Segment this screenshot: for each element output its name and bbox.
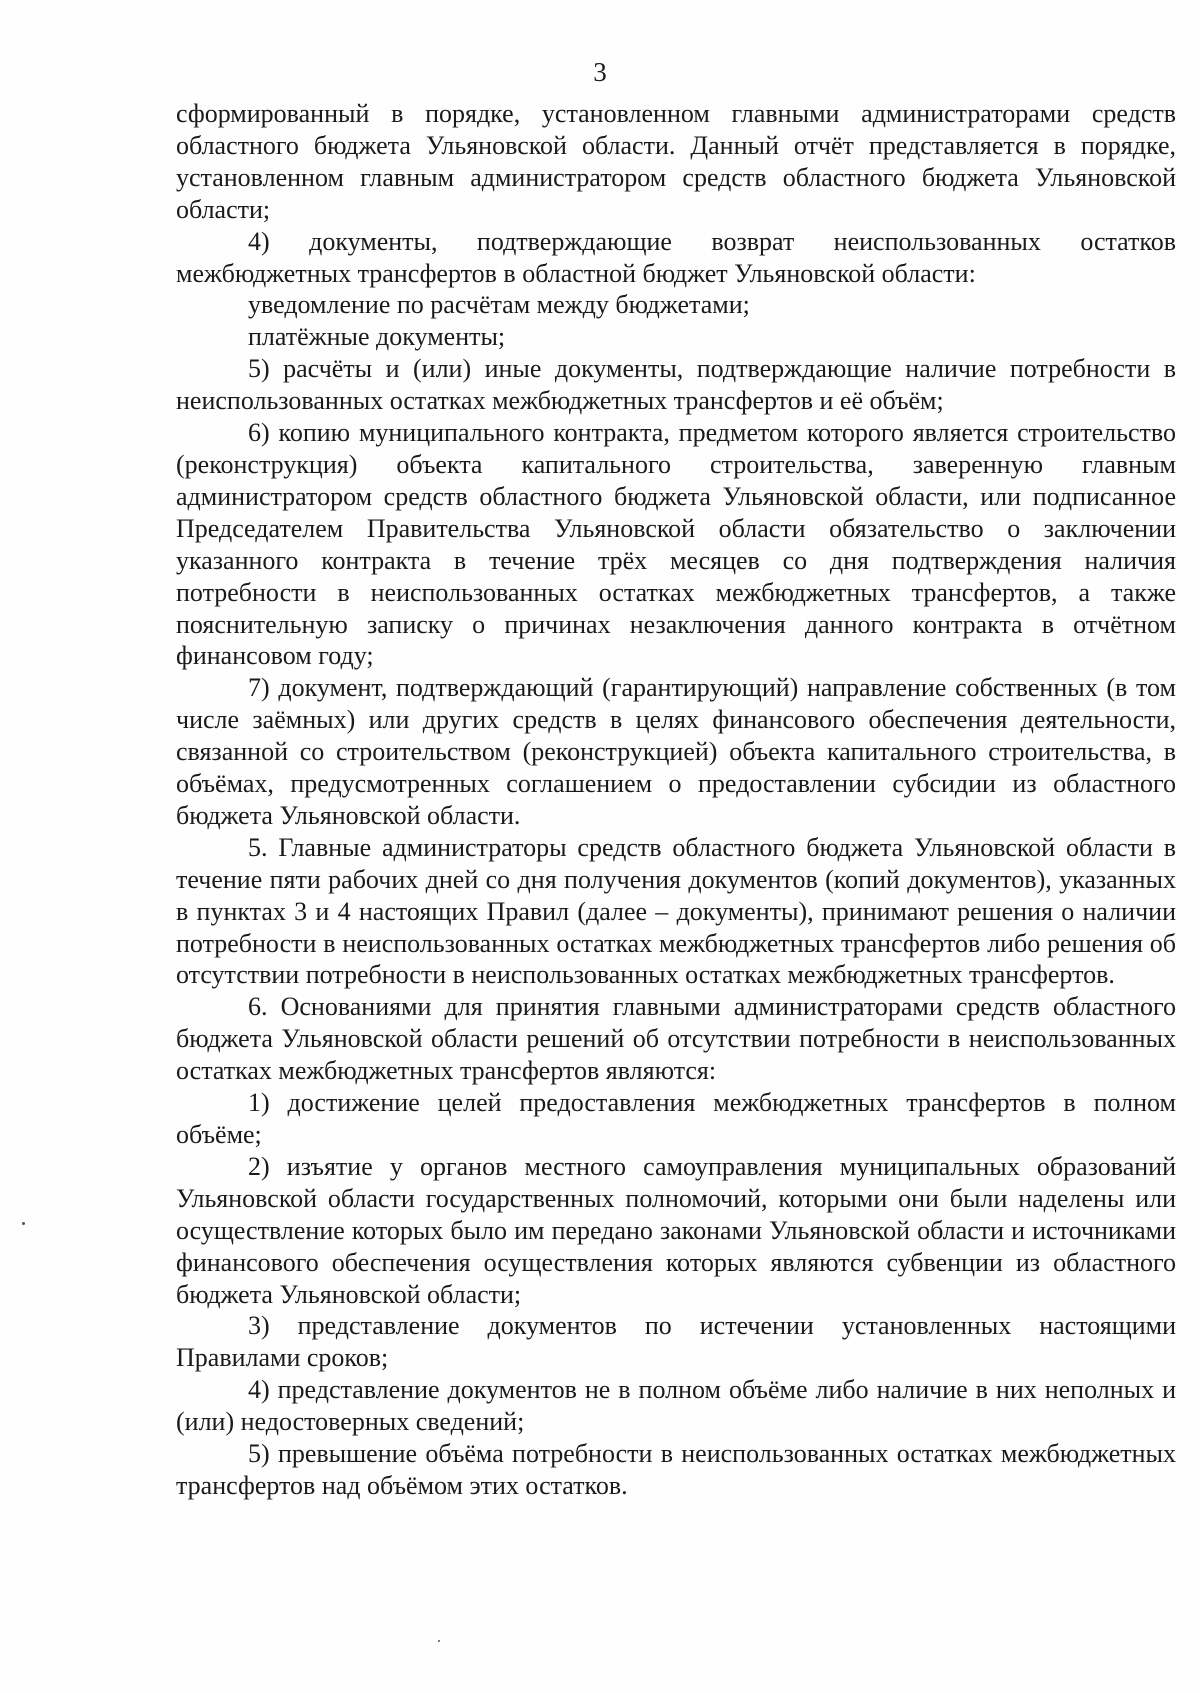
document-body bbox=[176, 98, 1176, 1502]
list-item: 6) копию муниципального контракта, предметом которого является строительство (реконструкция) объекта капитального строительства, заверенную главным администратором средств областного бюджета Ульяновской области, или подписанное Председателем Правительства Ульяновской области обязательство о заключении указанного контракта в течение трёх месяцев со дня подтверждения наличия потребности в неиспользованных остатках межбюджетных трансфертов, а также пояснительную записку о причинах незаключения данного контракта в отчётном финансовом году; bbox=[176, 418, 1176, 671]
list-item: 1) достижение целей предоставления межбюджетных трансфертов в полном объёме; bbox=[176, 1088, 1176, 1149]
list-item: 5) расчёты и (или) иные документы, подтверждающие наличие потребности в неиспользованных остатках межбюджетных трансфертов и её объём; bbox=[176, 354, 1176, 416]
list-item: 2) изъятие у органов местного самоуправления муниципальных образований Ульяновской области государственных полномочий, которыми они были наделены или осуществление которых было им передано законами Ульяновской области и источниками финансового обеспечения осуществления которых являются субвенции из областного бюджета Ульяновской области; bbox=[176, 1151, 1176, 1309]
list-item: 5) превышение объёма потребности в неиспользованных остатках межбюджетных трансфертов над объёмом этих остатков. bbox=[176, 1439, 1176, 1500]
scan-speck bbox=[22, 1222, 25, 1225]
list-item: 7) документ, подтверждающий (гарантирующий) направление собственных (в том числе заёмных) или других средств в целях финансового обеспечения деятельности, связанной со строительством (реконструкцией) объекта капитального строительства, в объёмах, предусмотренных соглашением о предоставлении субсидии из областного бюджета Ульяновской области. bbox=[176, 673, 1176, 830]
list-item: 4) документы, подтверждающие возврат неиспользованных остатков межбюджетных трансфертов в областной бюджет Ульяновской области: bbox=[176, 226, 1176, 288]
list-item: платёжные документы; bbox=[248, 322, 506, 352]
list-item: 4) представление документов не в полном объёме либо наличие в них неполных и (или) недостоверных сведений; bbox=[176, 1375, 1176, 1437]
paragraph: 6. Основаниями для принятия главными администраторами средств областного бюджета Ульяновской области решений об отсутствии потребности в неиспользованных остатках межбюджетных трансфертов являются: bbox=[176, 992, 1176, 1086]
list-item: 3) представление документов по истечении установленных настоящими Правилами сроков; bbox=[176, 1311, 1176, 1373]
paragraph: 5. Главные администраторы средств областного бюджета Ульяновской области в течение пяти рабочих дней со дня получения документов (копий документов), указанных в пунктах 3 и 4 настоящих Правил (далее – документы), принимают решения о наличии потребности в неиспользованных остатках межбюджетных трансфертов либо решения об отсутствии потребности в неиспользованных остатках межбюджетных трансфертов. bbox=[176, 832, 1176, 990]
list-item: уведомление по расчётам между бюджетами; bbox=[248, 290, 750, 320]
scan-speck bbox=[438, 1640, 440, 1642]
paragraph: сформированный в порядке, установленном главными администраторами средств областного бюджета Ульяновской области. Данный отчёт представляется в порядке, установленном главным администратором средств областного бюджета Ульяновской области; bbox=[176, 99, 1176, 224]
page-number: 3 bbox=[593, 57, 607, 87]
